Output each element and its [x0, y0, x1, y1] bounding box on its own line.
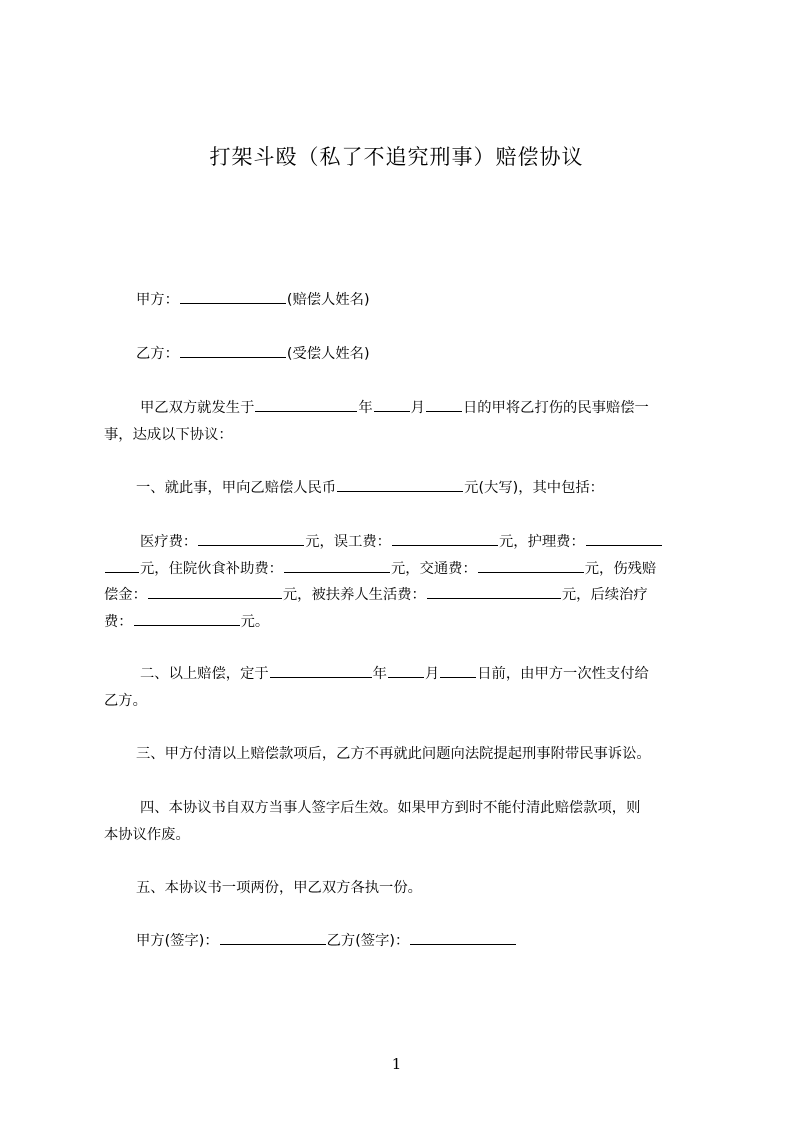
- month-label: 月: [410, 400, 425, 416]
- incident-year-blank[interactable]: [255, 396, 357, 412]
- sign-b-label: 乙方(签字)：: [326, 933, 410, 949]
- nursing-fee-blank[interactable]: [586, 530, 662, 546]
- lost-work-fee-blank[interactable]: [392, 530, 498, 546]
- clause2-suffix: 日前，由甲方一次性支付给: [477, 666, 649, 682]
- lost-work-label: 误工费：: [333, 534, 391, 550]
- page-number: 1: [391, 1055, 402, 1073]
- clause-4: [104, 795, 704, 848]
- total-amount-blank[interactable]: [337, 476, 463, 492]
- followup-label: 元，后续治疗: [561, 587, 648, 603]
- yuan-end: 元。: [240, 613, 270, 630]
- meal-label: 元，住院伙食补助费：: [140, 560, 283, 577]
- incident-month-blank[interactable]: [374, 396, 410, 412]
- clause4-line1: 四、本协议书自双方当事人签字后生效。如果甲方到时不能付清此赔偿款项，则: [140, 800, 641, 816]
- meal-fee-blank[interactable]: [284, 557, 390, 573]
- incident-day-blank[interactable]: [426, 396, 462, 412]
- followup-cont: 费：: [104, 613, 133, 630]
- medical-fee-blank[interactable]: [198, 530, 304, 546]
- fee-breakdown: [104, 529, 704, 635]
- document-title: 打架斗殴（私了不追究刑事）赔偿协议: [209, 145, 584, 169]
- support-label: 元，被扶养人生活费：: [282, 587, 426, 603]
- sign-a-blank[interactable]: [220, 929, 326, 945]
- party-a-line: [136, 287, 736, 314]
- disability-prefix: 元，伤残赔: [584, 560, 657, 577]
- clause4-line2: 本协议作废。: [104, 826, 190, 843]
- party-b-label: 乙方：: [136, 346, 179, 362]
- yuan-text: 元，: [305, 534, 334, 550]
- payment-year-blank[interactable]: [270, 662, 372, 678]
- transport-label: 交通费：: [419, 560, 477, 577]
- payment-month-blank[interactable]: [388, 662, 424, 678]
- year-label: 年: [372, 666, 387, 682]
- disability-fee-blank[interactable]: [148, 583, 282, 599]
- clause-3: 三、甲方付清以上赔偿款项后，乙方不再就此问题向法院提起刑事附带民事诉讼。: [136, 746, 651, 762]
- yuan-text: 元，: [390, 560, 420, 577]
- month-label: 月: [424, 666, 440, 682]
- day-text: 日的甲将乙打伤的民事赔偿一: [462, 400, 649, 416]
- intro-paragraph: [104, 395, 704, 448]
- clause1-prefix: 一、就此事，甲向乙赔偿人民币: [136, 480, 337, 496]
- sign-b-blank[interactable]: [410, 929, 516, 945]
- payment-day-blank[interactable]: [440, 662, 476, 678]
- party-b-name-blank[interactable]: [180, 342, 286, 358]
- intro-prefix: 甲乙双方就发生于: [140, 400, 255, 416]
- clause-5: 五、本协议书一项两份，甲乙双方各执一份。: [136, 880, 422, 896]
- yuan-text: 元，: [498, 534, 528, 550]
- followup-fee-blank[interactable]: [134, 610, 240, 626]
- party-b-line: [136, 341, 736, 368]
- intro-line2: 事，达成以下协议：: [104, 426, 233, 443]
- party-a-name-blank[interactable]: [180, 288, 286, 304]
- nursing-fee-blank-cont[interactable]: [105, 557, 139, 573]
- medical-label: 医疗费：: [140, 534, 198, 550]
- disability-cont: 偿金：: [104, 587, 147, 603]
- clause1-suffix: 元(大写)，其中包括：: [464, 480, 604, 496]
- nursing-label: 护理费：: [527, 534, 585, 550]
- sign-a-label: 甲方(签字)：: [136, 933, 219, 949]
- transport-fee-blank[interactable]: [478, 557, 584, 573]
- clause2-prefix: 二、以上赔偿，定于: [140, 666, 269, 682]
- support-fee-blank[interactable]: [427, 583, 561, 599]
- clause-2: [104, 661, 704, 714]
- party-a-label: 甲方：: [136, 292, 179, 308]
- party-a-hint: (赔偿人姓名): [286, 292, 370, 308]
- year-label: 年: [358, 400, 373, 416]
- clause2-line2: 乙方。: [104, 692, 147, 709]
- clause-1: [136, 475, 736, 502]
- party-b-hint: (受偿人姓名): [286, 346, 370, 362]
- signature-line: [136, 928, 736, 955]
